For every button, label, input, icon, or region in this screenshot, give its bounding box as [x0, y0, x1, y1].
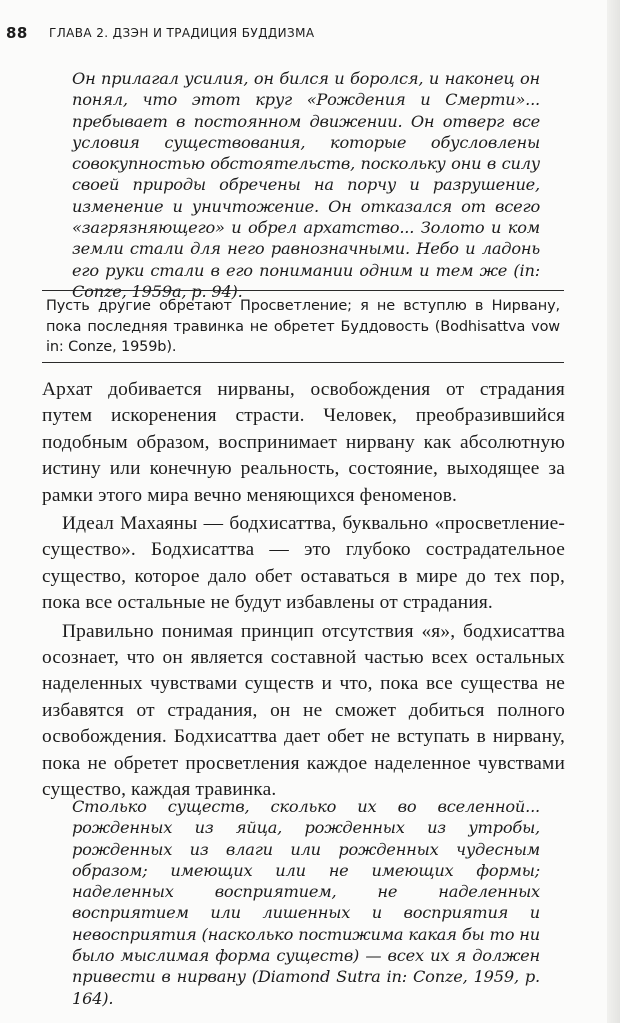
- page-edge-shadow: [607, 0, 620, 1023]
- page-header: [6, 24, 566, 48]
- page-number: 88: [6, 24, 28, 42]
- body-text: [42, 377, 565, 804]
- epigraph-bodhisattva-vow: Пусть другие обретают Просветление; я не вступлю в Нирвану, пока последняя травинка не обретет Буддовость (Bodhisattva vow in: Conze, 1959b).: [46, 298, 560, 355]
- block-quote-diamond-sutra: Столько существ, сколько их во вселенной... рожденных из яйца, рожденных из утробы, рожденных из влаги или рожденных чудесным образом; имеющих или не имеющих формы; наделенных восприятием, не наделенных восприятием или лишенных и восприятия и невосприятия (насколько постижима какая бы то ни было мыслимая форма существ) — всех их я должен привести в нирвану (Diamond Sutra in: Conze, 1959, p. 164).: [72, 797, 540, 1008]
- paragraph-arhat: Архат добивается нирваны, освобождения от страдания путем искоренения страсти. Человек, преобразившийся подобным образом, воспринимает нирвану как абсолютную истину или конечную реальность, состояние, выходящее за рамки этого мира вечно меняющихся феноменов.: [42, 379, 565, 506]
- running-head: ГЛАВА 2. ДЗЭН И ТРАДИЦИЯ БУДДИЗМА: [49, 26, 315, 40]
- epigraph-bottom-rule: [42, 362, 564, 363]
- epigraph-top-rule: [42, 290, 564, 291]
- block-quote-arhat: Он прилагал усилия, он бился и боролся, и наконец он понял, что этот круг «Рождения и Смерти»... пребывает в постоянном движении. Он отверг все условия существования, которые обусловлены совокупностью обстоятельств, поскольку они в силу своей природы обречены на порчу и разрушение, изменение и уничтожение. Он отказался от всего «загрязняющего» и обрел архатство... Золото и ком земли стали для него равнозначными. Небо и ладонь его руки стали в его понимании одним и тем же (in: Conze, 1959a, p. 94).: [72, 69, 540, 301]
- paragraph-bodhisattva-vow: Правильно понимая принцип отсутствия «я», бодхисаттва осознает, что он является составной частью всех остальных наделенных чувствами существ и что, пока все существа не избавятся от страдания, он не сможет добиться полного освобождения. Бодхисаттва дает обет не вступать в нирвану, пока не обретет просветления каждое наделенное чувствами существо, каждая травинка.: [42, 620, 565, 801]
- paragraph-mahayana-ideal: Идеал Махаяны — бодхисаттва, буквально «просветление-существо». Бодхисаттва — это глубоко сострадательное существо, которое дало обет оставаться в мире до тех пор, пока все остальные не будут избавлены от страдания.: [42, 513, 565, 614]
